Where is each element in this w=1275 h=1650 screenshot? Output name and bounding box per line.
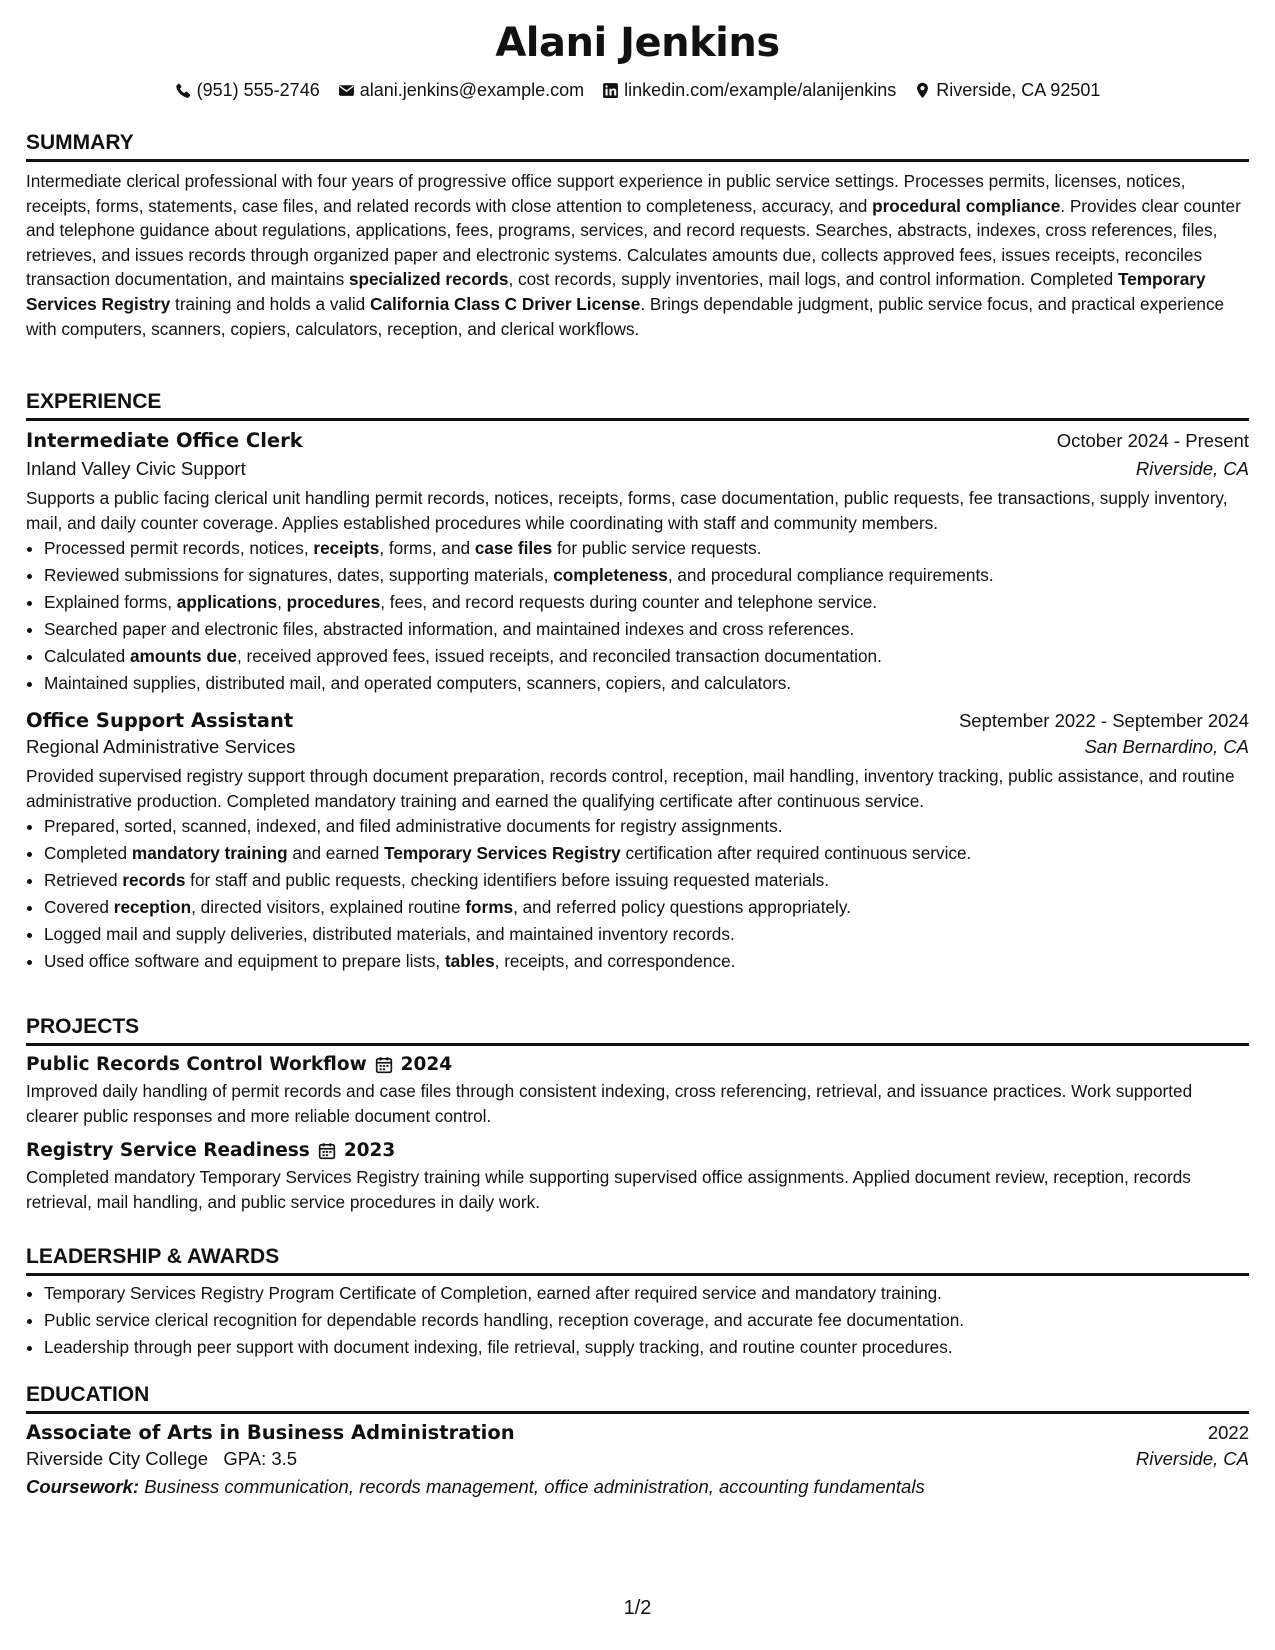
list-item: • Completed mandatory training and earned Temporary Services Registry certification after required continuous service. bbox=[44, 840, 1249, 867]
leadership-section bbox=[26, 1245, 1249, 1361]
summary-part: . Brings dependable judgment, public service focus, and practical experience with computers, scanners, copiers, calculators, reception, and clerical workflows. bbox=[26, 293, 1225, 339]
job-dates: September 2022 - September 2024 bbox=[958, 710, 1249, 732]
list-item: • Searched paper and electronic files, abstracted information, and maintained indexes and cross references. bbox=[44, 616, 1249, 643]
coursework-text: Business communication, records management, office administration, accounting fundamentals bbox=[144, 1476, 925, 1497]
job-bullets bbox=[26, 535, 1249, 697]
project-entry bbox=[26, 1140, 1249, 1214]
school-location: Riverside, CA bbox=[1135, 1448, 1249, 1469]
location-text: Riverside, CA 92501 bbox=[936, 80, 1101, 100]
map-pin-icon bbox=[914, 82, 931, 99]
list-item: • Leadership through peer support with document indexing, file retrieval, supply tracking, and routine counter procedures. bbox=[44, 1334, 1249, 1361]
summary-heading: SUMMARY bbox=[26, 131, 1249, 162]
summary-bold: California Class C Driver License bbox=[369, 293, 641, 314]
list-item: • Calculated amounts due, received approved fees, issued receipts, and reconciled transaction documentation. bbox=[44, 643, 1249, 670]
calendar-icon bbox=[318, 1142, 336, 1160]
contact-email[interactable] bbox=[338, 80, 584, 101]
job-dates: October 2024 - Present bbox=[1056, 430, 1249, 451]
envelope-icon bbox=[338, 82, 355, 99]
project-description: Completed mandatory Temporary Services Registry training while supporting supervised office assignments. Applied document review, reception, records retrieval, mail handling, and public service procedures in daily work. bbox=[26, 1167, 1191, 1212]
school-name: Riverside City College bbox=[26, 1448, 208, 1469]
project-name: Registry Service Readiness bbox=[26, 1140, 310, 1162]
candidate-name: Alani Jenkins bbox=[495, 20, 780, 66]
school-line bbox=[26, 1448, 297, 1470]
phone-icon bbox=[175, 82, 192, 99]
coursework bbox=[26, 1476, 1249, 1498]
contact-location bbox=[914, 80, 1100, 101]
education-section bbox=[26, 1383, 1249, 1498]
project-entry bbox=[26, 1054, 1249, 1128]
summary-part: Intermediate clerical professional with four years of progressive office support experience in public service settings. Processes permits, licenses, notices, receipts, forms, statements, case files, and related records with close attention to completeness, accuracy, and bbox=[26, 171, 1186, 216]
degree-year: 2022 bbox=[1207, 1422, 1249, 1443]
list-item: • Prepared, sorted, scanned, indexed, and filed administrative documents for registry assignments. bbox=[44, 813, 1249, 840]
projects-heading: PROJECTS bbox=[26, 1015, 1249, 1046]
job-organization: Inland Valley Civic Support bbox=[26, 458, 246, 479]
job-location: Riverside, CA bbox=[1135, 458, 1249, 479]
gpa: GPA: 3.5 bbox=[223, 1448, 298, 1469]
job-entry bbox=[26, 709, 1249, 975]
job-location: San Bernardino, CA bbox=[1084, 736, 1249, 758]
list-item: • Public service clerical recognition for dependable records handling, reception coverage, and accurate fee documentation. bbox=[44, 1307, 1249, 1334]
summary-bold: Temporary Services Registry bbox=[26, 269, 1206, 314]
page-number: 1/2 bbox=[623, 1597, 652, 1619]
job-description: Supports a public facing clerical unit handling permit records, notices, receipts, forms, case documentation, public requests, fee transactions, supply inventory, mail, and daily counter coverage. Applies established procedures while coordinating with staff and community members. bbox=[26, 488, 1228, 533]
contact-phone[interactable] bbox=[175, 80, 320, 101]
list-item: • Logged mail and supply deliveries, distributed materials, and maintained inventory records. bbox=[44, 921, 1249, 948]
linkedin-text: linkedin.com/example/alanijenkins bbox=[624, 80, 897, 100]
list-item: • Reviewed submissions for signatures, dates, supporting materials, completeness, and procedural compliance requirements. bbox=[44, 562, 1249, 589]
contact-bar bbox=[0, 80, 1275, 101]
list-item: • Maintained supplies, distributed mail, and operated computers, scanners, copiers, and calculators. bbox=[44, 670, 1249, 697]
project-year: 2024 bbox=[400, 1054, 453, 1075]
summary-bold: procedural compliance bbox=[872, 195, 1061, 216]
summary-text bbox=[26, 169, 1249, 341]
job-title: Intermediate Office Clerk bbox=[26, 429, 303, 452]
project-description: Improved daily handling of permit records and case files through consistent indexing, cross referencing, retrieval, and issuance practices. Work supported clearer public responses and more reliable document control. bbox=[26, 1081, 1193, 1126]
summary-part: , cost records, supply inventories, mail logs, and control information. Completed bbox=[508, 269, 1118, 290]
coursework-label: Coursework: bbox=[26, 1476, 140, 1497]
summary-part: . Provides clear counter and telephone guidance about regulations, applications, fees, programs, services, and record requests. Searches, abstracts, indexes, cross references, files, retrieves, and issues records through organized paper and electronic systems. Calculates amounts due, collects approved fees, issues receipts, reconciles transaction documentation, and maintains bbox=[26, 195, 1241, 290]
list-item: • Processed permit records, notices, receipts, forms, and case files for public service requests. bbox=[44, 535, 1249, 562]
projects-section bbox=[26, 1015, 1249, 1214]
summary-bold: specialized records bbox=[348, 269, 509, 290]
linkedin-icon bbox=[602, 82, 619, 99]
leadership-heading: LEADERSHIP & AWARDS bbox=[26, 1245, 1249, 1276]
experience-heading: EXPERIENCE bbox=[26, 390, 1249, 421]
list-item: • Retrieved records for staff and public requests, checking identifiers before issuing requested materials. bbox=[44, 867, 1249, 894]
job-title: Office Support Assistant bbox=[26, 709, 294, 733]
leadership-list bbox=[26, 1280, 1249, 1361]
email-text: alani.jenkins@example.com bbox=[359, 80, 585, 100]
project-year: 2023 bbox=[343, 1140, 396, 1162]
summary-part: training and holds a valid bbox=[170, 293, 370, 314]
calendar-icon bbox=[375, 1056, 393, 1074]
job-entry bbox=[26, 429, 1249, 697]
job-organization: Regional Administrative Services bbox=[26, 736, 296, 758]
phone-text: (951) 555-2746 bbox=[196, 80, 320, 100]
degree-title: Associate of Arts in Business Administration bbox=[26, 1421, 515, 1444]
job-bullets bbox=[26, 813, 1249, 975]
job-description: Provided supervised registry support through document preparation, records control, reception, mail handling, inventory tracking, public assistance, and routine administrative production. Completed mandatory training and earned the qualifying certificate after continuous service. bbox=[26, 766, 1235, 811]
summary-section bbox=[26, 131, 1249, 341]
list-item: • Explained forms, applications, procedures, fees, and record requests during counter and telephone service. bbox=[44, 589, 1249, 616]
list-item: • Temporary Services Registry Program Certificate of Completion, earned after required service and mandatory training. bbox=[44, 1280, 1249, 1307]
list-item: • Used office software and equipment to prepare lists, tables, receipts, and correspondence. bbox=[44, 948, 1249, 975]
list-item: • Covered reception, directed visitors, explained routine forms, and referred policy questions appropriately. bbox=[44, 894, 1249, 921]
education-heading: EDUCATION bbox=[26, 1383, 1249, 1414]
contact-linkedin[interactable] bbox=[602, 80, 896, 101]
experience-section bbox=[26, 390, 1249, 975]
project-name: Public Records Control Workflow bbox=[26, 1054, 367, 1075]
